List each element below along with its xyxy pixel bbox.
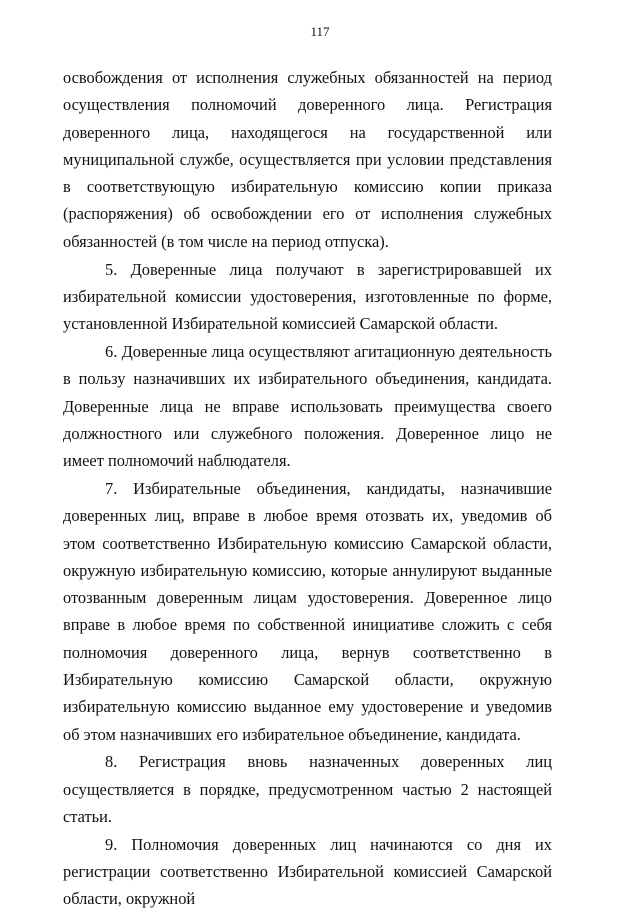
- page-number: 117: [310, 24, 330, 39]
- paragraph-continuation: освобождения от исполнения служебных обязанностей на период осуществления полномочий доверенного лица. Регистрация доверенного лица, находящегося на государственной или муниципальной службе, осуществляется при условии представления в соответствующую избирательную комиссию копии приказа (распоряжения) об освобождении его от исполнения служебных обязанностей (в том числе на период отпуска).: [63, 68, 552, 251]
- paragraph-item-6: 6. Доверенные лица осуществляют агитационную деятельность в пользу назначивших их избирательного объединения, кандидата. Доверенные лица не вправе использовать преимущества своего должностного или служебного положения. Доверенное лицо не имеет полномочий наблюдателя.: [63, 341, 552, 471]
- paragraph-item-5: 5. Доверенные лица получают в зарегистрировавшей их избирательной комиссии удостоверения, изготовленные по форме, установленной Избирательной комиссией Самарской области.: [63, 259, 552, 334]
- paragraph-item-7: 7. Избирательные объединения, кандидаты, назначившие доверенных лиц, вправе в любое время отозвать их, уведомив об этом соответственно Избирательную комиссию Самарской области, окружную избирательную комиссию, которые аннулируют выданные отозванным доверенным лицам удостоверения. Доверенное лицо вправе в любое время по собственной инициативе сложить с себя полномочия доверенного лица, вернув соответственно в Избирательную комиссию Самарской области, окружную избирательную комиссию выданное ему удостоверение и уведомив об этом назначивших его избирательное объединение, кандидата.: [63, 478, 552, 744]
- paragraph-item-8: 8. Регистрация вновь назначенных доверенных лиц осуществляется в порядке, предусмотренном частью 2 настоящей статьи.: [63, 752, 552, 827]
- body-text: [63, 64, 552, 913]
- paragraph-item-9: 9. Полномочия доверенных лиц начинаются со дня их регистрации соответственно Избирательной комиссией Самарской области, окружной: [63, 834, 552, 909]
